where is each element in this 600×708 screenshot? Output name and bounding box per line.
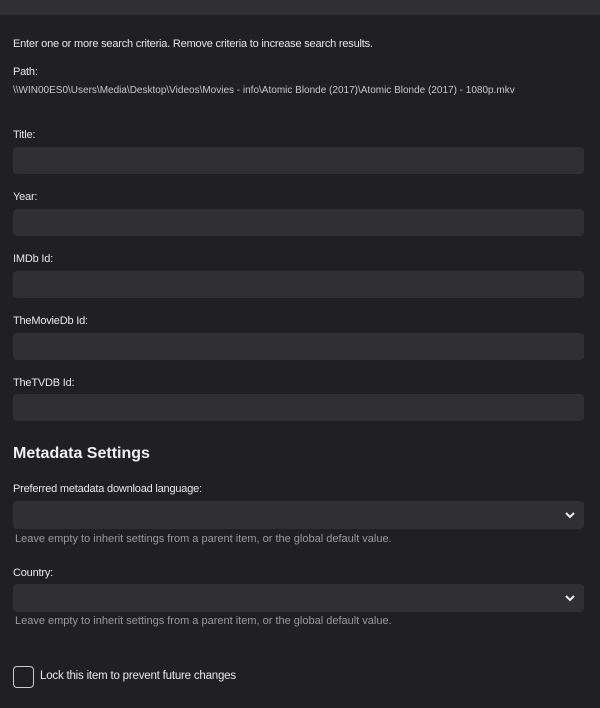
language-select[interactable] <box>13 501 584 529</box>
chevron-down-icon <box>564 592 576 604</box>
year-label: Year: <box>13 191 38 203</box>
title-label: Title: <box>13 129 36 141</box>
metadata-settings-heading: Metadata Settings <box>13 445 150 462</box>
tvdb-id-input[interactable] <box>13 394 584 421</box>
lock-item-checkbox[interactable] <box>13 666 34 688</box>
tmdb-id-label: TheMovieDb Id: <box>13 315 88 327</box>
country-select[interactable] <box>13 584 584 612</box>
path-value: \\WIN00ES0\Users\Media\Desktop\Videos\Movies - info\Atomic Blonde (2017)\Atomic Blonde (2017) - 1080p.mkv <box>13 85 515 96</box>
country-help: Leave empty to inherit settings from a parent item, or the global default value. <box>15 615 392 627</box>
tmdb-id-input[interactable] <box>13 333 584 360</box>
intro-text: Enter one or more search criteria. Remove criteria to increase search results. <box>13 38 373 50</box>
year-input[interactable] <box>13 209 584 236</box>
language-label: Preferred metadata download language: <box>13 483 202 495</box>
chevron-down-icon <box>564 509 576 521</box>
lock-item-label[interactable]: Lock this item to prevent future changes <box>40 670 236 682</box>
country-label: Country: <box>13 567 53 579</box>
title-input[interactable] <box>13 147 584 174</box>
language-help: Leave empty to inherit settings from a parent item, or the global default value. <box>15 533 392 545</box>
top-bar <box>0 0 600 15</box>
imdb-id-input[interactable] <box>13 271 584 298</box>
path-label: Path: <box>13 66 38 78</box>
imdb-id-label: IMDb Id: <box>13 253 53 265</box>
tvdb-id-label: TheTVDB Id: <box>13 377 75 389</box>
